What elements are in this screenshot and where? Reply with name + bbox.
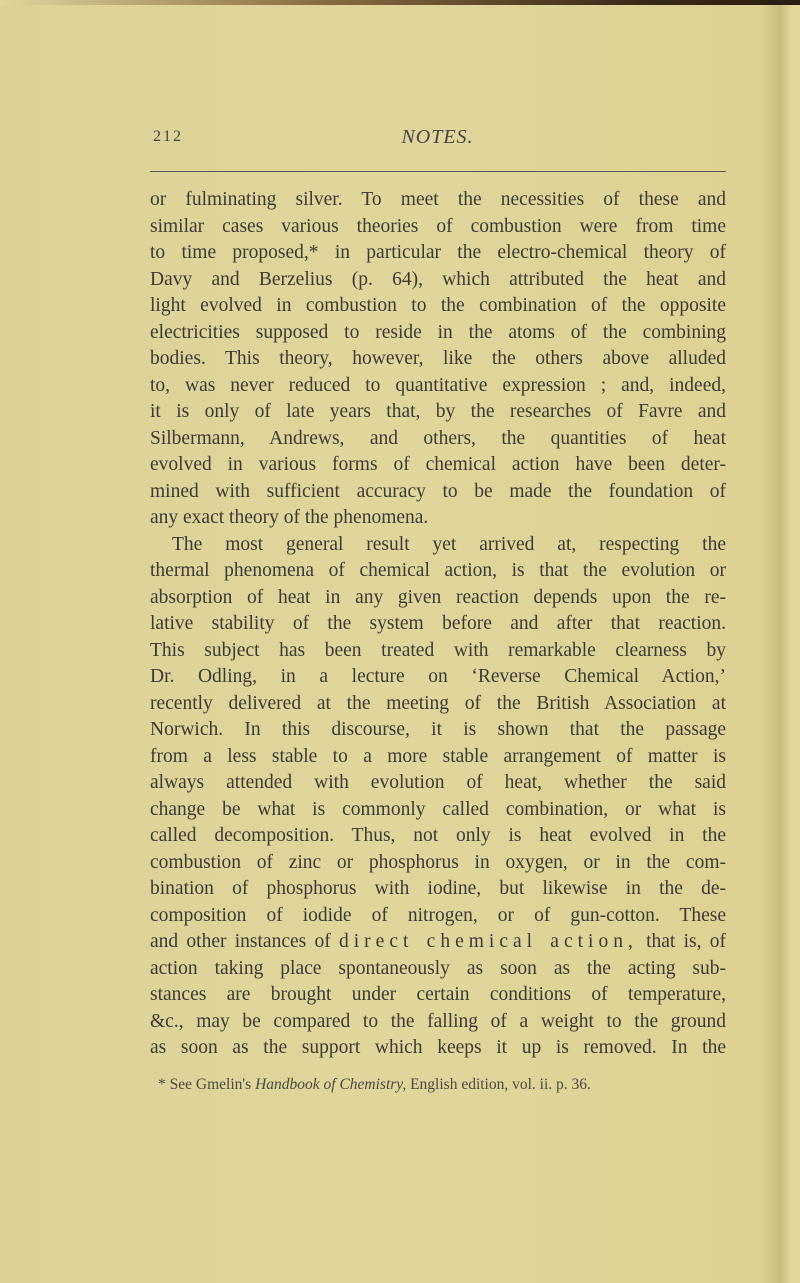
text-span-after: that is, of bbox=[646, 931, 726, 952]
text-line: absorption of heat in any given reaction depends upon the re- bbox=[150, 586, 726, 608]
text-line: thermal phenomena of chemical action, is that the evolution or bbox=[150, 560, 726, 581]
page-header bbox=[150, 128, 725, 154]
text-span-before: and other instances of bbox=[150, 931, 331, 952]
text-line: Davy and Berzelius (p. 64), which attributed the heat and bbox=[150, 268, 726, 290]
text-line: similar cases various theories of combustion were from time bbox=[150, 215, 726, 237]
text-line: recently delivered at the meeting of the British Association at bbox=[150, 692, 726, 714]
text-line: evolved in various forms of chemical action have been deter- bbox=[150, 454, 726, 475]
header-rule bbox=[150, 171, 726, 172]
text-line: electricities supposed to reside in the atoms of the combining bbox=[150, 321, 726, 343]
text-span-emphasis: direct chemical action, bbox=[339, 931, 638, 952]
text-line: as soon as the support which keeps it up is removed. In the bbox=[150, 1037, 726, 1058]
text-line: from a less stable to a more stable arrangement of matter is bbox=[150, 745, 726, 767]
text-line: it is only of late years that, by the researches of Favre and bbox=[150, 401, 726, 422]
footnote-prefix: * See Gmelin's bbox=[158, 1076, 252, 1093]
text-line bbox=[150, 929, 726, 956]
text-line: Silbermann, Andrews, and others, the quantities of heat bbox=[150, 427, 726, 449]
body-text bbox=[150, 187, 726, 1062]
text-line: to time proposed,* in particular the electro-chemical theory of bbox=[150, 242, 726, 263]
text-line: light evolved in combustion to the combination of the opposite bbox=[150, 295, 726, 316]
text-line: or fulminating silver. To meet the necessities of these and bbox=[150, 189, 726, 210]
text-line: &c., may be compared to the falling of a weight to the ground bbox=[150, 1010, 726, 1032]
footnote-title: Handbook of Chemistry, bbox=[255, 1076, 407, 1093]
text-line: called decomposition. Thus, not only is heat evolved in the bbox=[150, 825, 726, 846]
text-line: action taking place spontaneously as soon as the acting sub- bbox=[150, 957, 726, 979]
running-title: NOTES. bbox=[401, 126, 474, 148]
text-line: always attended with evolution of heat, whether the said bbox=[150, 772, 726, 793]
text-line: change be what is commonly called combination, or what is bbox=[150, 798, 726, 820]
page-number: 212 bbox=[153, 128, 183, 145]
text-line: Dr. Odling, in a lecture on ‘Reverse Chemical Action,’ bbox=[150, 666, 726, 687]
text-line: to, was never reduced to quantitative expression ; and, indeed, bbox=[150, 374, 726, 396]
text-line: This subject has been treated with remarkable clearness by bbox=[150, 639, 726, 661]
text-line: composition of iodide of nitrogen, or of gun-cotton. These bbox=[150, 904, 726, 926]
text-line: The most general result yet arrived at, respecting the bbox=[172, 533, 726, 555]
text-line: stances are brought under certain conditions of temperature, bbox=[150, 984, 726, 1005]
text-line: combustion of zinc or phosphorus in oxygen, or in the com- bbox=[150, 851, 726, 873]
page-top-edge bbox=[0, 0, 800, 5]
text-line: Norwich. In this discourse, it is shown that the passage bbox=[150, 719, 726, 740]
footnote bbox=[158, 1076, 718, 1094]
text-line: lative stability of the system before and after that reaction. bbox=[150, 613, 726, 634]
text-line: any exact theory of the phenomena. bbox=[150, 507, 429, 528]
text-line: bination of phosphorus with iodine, but likewise in the de- bbox=[150, 878, 726, 899]
text-line: mined with sufficient accuracy to be made the foundation of bbox=[150, 480, 726, 502]
text-line: bodies. This theory, however, like the others above alluded bbox=[150, 348, 726, 369]
footnote-suffix: English edition, vol. ii. p. 36. bbox=[410, 1076, 591, 1093]
